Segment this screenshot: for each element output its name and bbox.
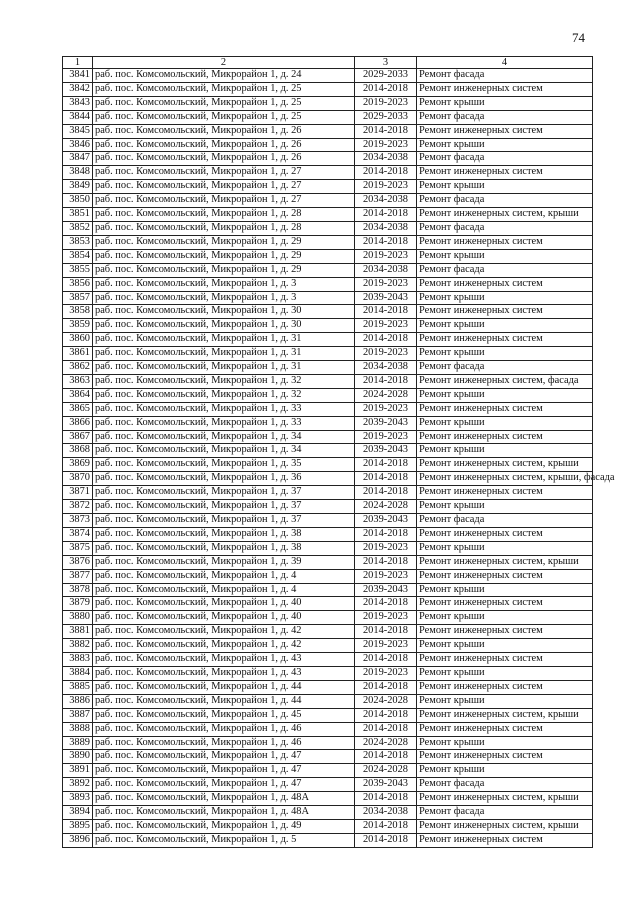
period-cell: 2034-2038 — [355, 263, 417, 277]
address-cell: раб. пос. Комсомольский, Микрорайон 1, д. 25 — [93, 96, 355, 110]
period-cell: 2014-2018 — [355, 819, 417, 833]
row-number-cell: 3867 — [63, 430, 93, 444]
address-cell: раб. пос. Комсомольский, Микрорайон 1, д. 4 — [93, 569, 355, 583]
table-row — [63, 611, 593, 625]
period-cell: 2014-2018 — [355, 305, 417, 319]
address-cell: раб. пос. Комсомольский, Микрорайон 1, д. 27 — [93, 194, 355, 208]
row-number-cell: 3853 — [63, 235, 93, 249]
row-number-cell: 3893 — [63, 792, 93, 806]
address-cell: раб. пос. Комсомольский, Микрорайон 1, д. 36 — [93, 472, 355, 486]
period-cell: 2019-2023 — [355, 541, 417, 555]
row-number-cell: 3844 — [63, 110, 93, 124]
period-cell: 2014-2018 — [355, 458, 417, 472]
address-cell: раб. пос. Комсомольский, Микрорайон 1, д. 34 — [93, 444, 355, 458]
address-cell: раб. пос. Комсомольский, Микрорайон 1, д. 37 — [93, 486, 355, 500]
row-number-cell: 3863 — [63, 374, 93, 388]
address-cell: раб. пос. Комсомольский, Микрорайон 1, д. 29 — [93, 249, 355, 263]
row-number-cell: 3851 — [63, 208, 93, 222]
period-cell: 2019-2023 — [355, 347, 417, 361]
table-row — [63, 750, 593, 764]
work-type-cell: Ремонт инженерных систем — [417, 333, 593, 347]
row-number-cell: 3896 — [63, 833, 93, 847]
table-row — [63, 708, 593, 722]
address-cell: раб. пос. Комсомольский, Микрорайон 1, д. 4 — [93, 583, 355, 597]
period-cell: 2019-2023 — [355, 402, 417, 416]
address-cell: раб. пос. Комсомольский, Микрорайон 1, д. 25 — [93, 82, 355, 96]
table-row — [63, 819, 593, 833]
work-type-cell: Ремонт крыши — [417, 694, 593, 708]
period-cell: 2014-2018 — [355, 208, 417, 222]
row-number-cell: 3860 — [63, 333, 93, 347]
table-row — [63, 194, 593, 208]
row-number-cell: 3877 — [63, 569, 93, 583]
work-type-cell: Ремонт фасада — [417, 194, 593, 208]
row-number-cell: 3889 — [63, 736, 93, 750]
address-cell: раб. пос. Комсомольский, Микрорайон 1, д. 39 — [93, 555, 355, 569]
period-cell: 2039-2043 — [355, 291, 417, 305]
work-type-cell: Ремонт инженерных систем — [417, 82, 593, 96]
period-cell: 2014-2018 — [355, 722, 417, 736]
address-cell: раб. пос. Комсомольский, Микрорайон 1, д. 30 — [93, 319, 355, 333]
period-cell: 2019-2023 — [355, 96, 417, 110]
table-row — [63, 124, 593, 138]
address-cell: раб. пос. Комсомольский, Микрорайон 1, д. 28 — [93, 208, 355, 222]
table-row — [63, 138, 593, 152]
row-number-cell: 3890 — [63, 750, 93, 764]
period-cell: 2019-2023 — [355, 569, 417, 583]
table-row — [63, 722, 593, 736]
row-number-cell: 3868 — [63, 444, 93, 458]
period-cell: 2019-2023 — [355, 180, 417, 194]
column-header-period: 3 — [355, 57, 417, 69]
work-type-cell: Ремонт крыши — [417, 541, 593, 555]
period-cell: 2014-2018 — [355, 708, 417, 722]
period-cell: 2029-2033 — [355, 69, 417, 83]
row-number-cell: 3895 — [63, 819, 93, 833]
row-number-cell: 3856 — [63, 277, 93, 291]
work-type-cell: Ремонт инженерных систем, крыши — [417, 792, 593, 806]
row-number-cell: 3850 — [63, 194, 93, 208]
work-type-cell: Ремонт крыши — [417, 736, 593, 750]
address-cell: раб. пос. Комсомольский, Микрорайон 1, д. 24 — [93, 69, 355, 83]
work-type-cell: Ремонт крыши — [417, 96, 593, 110]
work-type-cell: Ремонт фасада — [417, 778, 593, 792]
period-cell: 2034-2038 — [355, 806, 417, 820]
table-row — [63, 249, 593, 263]
table-row — [63, 666, 593, 680]
table-row — [63, 402, 593, 416]
table-row — [63, 361, 593, 375]
work-type-cell: Ремонт инженерных систем — [417, 653, 593, 667]
row-number-cell: 3887 — [63, 708, 93, 722]
work-type-cell: Ремонт крыши — [417, 666, 593, 680]
address-cell: раб. пос. Комсомольский, Микрорайон 1, д. 49 — [93, 819, 355, 833]
row-number-cell: 3869 — [63, 458, 93, 472]
period-cell: 2019-2023 — [355, 611, 417, 625]
address-cell: раб. пос. Комсомольский, Микрорайон 1, д. 32 — [93, 388, 355, 402]
address-cell: раб. пос. Комсомольский, Микрорайон 1, д. 42 — [93, 625, 355, 639]
work-type-cell: Ремонт крыши — [417, 639, 593, 653]
work-type-cell: Ремонт инженерных систем — [417, 833, 593, 847]
table-row — [63, 291, 593, 305]
period-cell: 2019-2023 — [355, 138, 417, 152]
table-row — [63, 500, 593, 514]
address-cell: раб. пос. Комсомольский, Микрорайон 1, д. 29 — [93, 263, 355, 277]
address-cell: раб. пос. Комсомольский, Микрорайон 1, д. 47 — [93, 750, 355, 764]
column-header-number: 1 — [63, 57, 93, 69]
period-cell: 2019-2023 — [355, 319, 417, 333]
address-cell: раб. пос. Комсомольский, Микрорайон 1, д. 35 — [93, 458, 355, 472]
work-type-cell: Ремонт фасада — [417, 361, 593, 375]
table-row — [63, 430, 593, 444]
period-cell: 2034-2038 — [355, 361, 417, 375]
work-type-cell: Ремонт инженерных систем — [417, 527, 593, 541]
row-number-cell: 3870 — [63, 472, 93, 486]
period-cell: 2039-2043 — [355, 444, 417, 458]
table-row — [63, 653, 593, 667]
work-type-cell: Ремонт крыши — [417, 764, 593, 778]
period-cell: 2014-2018 — [355, 166, 417, 180]
table-row — [63, 277, 593, 291]
row-number-cell: 3858 — [63, 305, 93, 319]
table-row — [63, 625, 593, 639]
table-row — [63, 458, 593, 472]
period-cell: 2019-2023 — [355, 249, 417, 263]
row-number-cell: 3864 — [63, 388, 93, 402]
table-row — [63, 541, 593, 555]
table-row — [63, 569, 593, 583]
table-row — [63, 555, 593, 569]
work-type-cell: Ремонт фасада — [417, 263, 593, 277]
address-cell: раб. пос. Комсомольский, Микрорайон 1, д. 48А — [93, 806, 355, 820]
table-row — [63, 778, 593, 792]
work-type-cell: Ремонт инженерных систем — [417, 750, 593, 764]
row-number-cell: 3849 — [63, 180, 93, 194]
column-header-work-type: 4 — [417, 57, 593, 69]
table-row — [63, 152, 593, 166]
row-number-cell: 3873 — [63, 514, 93, 528]
work-type-cell: Ремонт инженерных систем — [417, 680, 593, 694]
table-row — [63, 69, 593, 83]
address-cell: раб. пос. Комсомольский, Микрорайон 1, д. 5 — [93, 833, 355, 847]
row-number-cell: 3881 — [63, 625, 93, 639]
period-cell: 2019-2023 — [355, 666, 417, 680]
period-cell: 2014-2018 — [355, 333, 417, 347]
row-number-cell: 3845 — [63, 124, 93, 138]
table-row — [63, 444, 593, 458]
period-cell: 2024-2028 — [355, 736, 417, 750]
work-type-cell: Ремонт крыши — [417, 388, 593, 402]
row-number-cell: 3894 — [63, 806, 93, 820]
row-number-cell: 3852 — [63, 221, 93, 235]
work-type-cell: Ремонт инженерных систем — [417, 722, 593, 736]
page-number: 74 — [572, 30, 585, 45]
row-number-cell: 3875 — [63, 541, 93, 555]
period-cell: 2014-2018 — [355, 833, 417, 847]
table-row — [63, 166, 593, 180]
row-number-cell: 3878 — [63, 583, 93, 597]
table-row — [63, 583, 593, 597]
period-cell: 2024-2028 — [355, 694, 417, 708]
work-type-cell: Ремонт инженерных систем — [417, 402, 593, 416]
work-type-cell: Ремонт крыши — [417, 138, 593, 152]
address-cell: раб. пос. Комсомольский, Микрорайон 1, д. 38 — [93, 527, 355, 541]
work-type-cell: Ремонт крыши — [417, 347, 593, 361]
row-number-cell: 3854 — [63, 249, 93, 263]
address-cell: раб. пос. Комсомольский, Микрорайон 1, д. 46 — [93, 722, 355, 736]
work-type-cell: Ремонт крыши — [417, 611, 593, 625]
address-cell: раб. пос. Комсомольский, Микрорайон 1, д. 43 — [93, 653, 355, 667]
address-cell: раб. пос. Комсомольский, Микрорайон 1, д. 26 — [93, 152, 355, 166]
period-cell: 2019-2023 — [355, 277, 417, 291]
period-cell: 2014-2018 — [355, 653, 417, 667]
work-type-cell: Ремонт крыши — [417, 444, 593, 458]
row-number-cell: 3880 — [63, 611, 93, 625]
table-row — [63, 486, 593, 500]
work-type-cell: Ремонт инженерных систем — [417, 569, 593, 583]
table-row — [63, 833, 593, 847]
period-cell: 2034-2038 — [355, 152, 417, 166]
table-row — [63, 96, 593, 110]
row-number-cell: 3859 — [63, 319, 93, 333]
address-cell: раб. пос. Комсомольский, Микрорайон 1, д. 40 — [93, 597, 355, 611]
table-row — [63, 208, 593, 222]
period-cell: 2014-2018 — [355, 555, 417, 569]
table-row — [63, 792, 593, 806]
address-cell: раб. пос. Комсомольский, Микрорайон 1, д. 44 — [93, 694, 355, 708]
work-type-cell: Ремонт фасада — [417, 152, 593, 166]
row-number-cell: 3883 — [63, 653, 93, 667]
table-row — [63, 764, 593, 778]
address-cell: раб. пос. Комсомольский, Микрорайон 1, д. 34 — [93, 430, 355, 444]
table-row — [63, 235, 593, 249]
period-cell: 2024-2028 — [355, 388, 417, 402]
address-cell: раб. пос. Комсомольский, Микрорайон 1, д. 44 — [93, 680, 355, 694]
row-number-cell: 3861 — [63, 347, 93, 361]
address-cell: раб. пос. Комсомольский, Микрорайон 1, д. 28 — [93, 221, 355, 235]
table-row — [63, 694, 593, 708]
work-type-cell: Ремонт инженерных систем — [417, 235, 593, 249]
address-cell: раб. пос. Комсомольский, Микрорайон 1, д. 38 — [93, 541, 355, 555]
row-number-cell: 3846 — [63, 138, 93, 152]
address-cell: раб. пос. Комсомольский, Микрорайон 1, д. 47 — [93, 778, 355, 792]
period-cell: 2029-2033 — [355, 110, 417, 124]
period-cell: 2014-2018 — [355, 750, 417, 764]
work-type-cell: Ремонт инженерных систем — [417, 305, 593, 319]
table-row — [63, 806, 593, 820]
address-cell: раб. пос. Комсомольский, Микрорайон 1, д. 31 — [93, 361, 355, 375]
address-cell: раб. пос. Комсомольский, Микрорайон 1, д. 27 — [93, 180, 355, 194]
work-type-cell: Ремонт фасада — [417, 806, 593, 820]
work-type-cell: Ремонт крыши — [417, 291, 593, 305]
table-row — [63, 527, 593, 541]
row-number-cell: 3857 — [63, 291, 93, 305]
address-cell: раб. пос. Комсомольский, Микрорайон 1, д. 26 — [93, 138, 355, 152]
work-type-cell: Ремонт инженерных систем — [417, 124, 593, 138]
row-number-cell: 3841 — [63, 69, 93, 83]
work-type-cell: Ремонт фасада — [417, 110, 593, 124]
row-number-cell: 3886 — [63, 694, 93, 708]
table-row — [63, 514, 593, 528]
address-cell: раб. пос. Комсомольский, Микрорайон 1, д. 3 — [93, 277, 355, 291]
address-cell: раб. пос. Комсомольский, Микрорайон 1, д. 33 — [93, 416, 355, 430]
period-cell: 2014-2018 — [355, 625, 417, 639]
work-type-cell: Ремонт инженерных систем, фасада — [417, 374, 593, 388]
address-cell: раб. пос. Комсомольский, Микрорайон 1, д. 31 — [93, 333, 355, 347]
address-cell: раб. пос. Комсомольский, Микрорайон 1, д. 33 — [93, 402, 355, 416]
row-number-cell: 3855 — [63, 263, 93, 277]
address-cell: раб. пос. Комсомольский, Микрорайон 1, д. 30 — [93, 305, 355, 319]
address-cell: раб. пос. Комсомольский, Микрорайон 1, д. 47 — [93, 764, 355, 778]
period-cell: 2014-2018 — [355, 124, 417, 138]
row-number-cell: 3847 — [63, 152, 93, 166]
work-type-cell: Ремонт крыши — [417, 416, 593, 430]
work-type-cell: Ремонт фасада — [417, 514, 593, 528]
period-cell: 2014-2018 — [355, 792, 417, 806]
period-cell: 2039-2043 — [355, 514, 417, 528]
table-row — [63, 319, 593, 333]
row-number-cell: 3866 — [63, 416, 93, 430]
address-cell: раб. пос. Комсомольский, Микрорайон 1, д. 40 — [93, 611, 355, 625]
period-cell: 2014-2018 — [355, 486, 417, 500]
period-cell: 2014-2018 — [355, 527, 417, 541]
address-cell: раб. пос. Комсомольский, Микрорайон 1, д. 37 — [93, 500, 355, 514]
address-cell: раб. пос. Комсомольский, Микрорайон 1, д. 46 — [93, 736, 355, 750]
address-cell: раб. пос. Комсомольский, Микрорайон 1, д. 31 — [93, 347, 355, 361]
period-cell: 2019-2023 — [355, 430, 417, 444]
table-row — [63, 263, 593, 277]
table-row — [63, 82, 593, 96]
work-type-cell: Ремонт инженерных систем — [417, 625, 593, 639]
address-cell: раб. пос. Комсомольский, Микрорайон 1, д. 26 — [93, 124, 355, 138]
row-number-cell: 3892 — [63, 778, 93, 792]
work-type-cell: Ремонт фасада — [417, 69, 593, 83]
period-cell: 2019-2023 — [355, 639, 417, 653]
address-cell: раб. пос. Комсомольский, Микрорайон 1, д. 3 — [93, 291, 355, 305]
work-type-cell: Ремонт инженерных систем, крыши — [417, 555, 593, 569]
row-number-cell: 3865 — [63, 402, 93, 416]
row-number-cell: 3882 — [63, 639, 93, 653]
address-cell: раб. пос. Комсомольский, Микрорайон 1, д. 27 — [93, 166, 355, 180]
work-type-cell: Ремонт инженерных систем, крыши — [417, 708, 593, 722]
period-cell: 2014-2018 — [355, 374, 417, 388]
work-type-cell: Ремонт инженерных систем — [417, 486, 593, 500]
work-type-cell: Ремонт инженерных систем — [417, 430, 593, 444]
period-cell: 2014-2018 — [355, 82, 417, 96]
address-cell: раб. пос. Комсомольский, Микрорайон 1, д. 43 — [93, 666, 355, 680]
work-type-cell: Ремонт инженерных систем — [417, 277, 593, 291]
table-row — [63, 305, 593, 319]
period-cell: 2014-2018 — [355, 597, 417, 611]
address-cell: раб. пос. Комсомольский, Микрорайон 1, д. 29 — [93, 235, 355, 249]
period-cell: 2014-2018 — [355, 235, 417, 249]
period-cell: 2024-2028 — [355, 500, 417, 514]
table-row — [63, 472, 593, 486]
row-number-cell: 3871 — [63, 486, 93, 500]
table-body — [63, 69, 615, 848]
column-header-address: 2 — [93, 57, 355, 69]
period-cell: 2039-2043 — [355, 778, 417, 792]
work-type-cell: Ремонт крыши — [417, 319, 593, 333]
table-row — [63, 680, 593, 694]
row-number-cell: 3872 — [63, 500, 93, 514]
period-cell: 2014-2018 — [355, 680, 417, 694]
table-row — [63, 639, 593, 653]
address-cell: раб. пос. Комсомольский, Микрорайон 1, д. 45 — [93, 708, 355, 722]
table-row — [63, 110, 593, 124]
row-number-cell: 3842 — [63, 82, 93, 96]
row-number-cell: 3884 — [63, 666, 93, 680]
address-cell: раб. пос. Комсомольский, Микрорайон 1, д. 37 — [93, 514, 355, 528]
address-cell: раб. пос. Комсомольский, Микрорайон 1, д. 25 — [93, 110, 355, 124]
table-header-row — [63, 57, 593, 69]
row-number-cell: 3876 — [63, 555, 93, 569]
row-number-cell: 3848 — [63, 166, 93, 180]
work-type-cell: Ремонт крыши — [417, 583, 593, 597]
work-type-cell: Ремонт крыши — [417, 180, 593, 194]
table-row — [63, 736, 593, 750]
row-number-cell: 3891 — [63, 764, 93, 778]
row-number-cell: 3862 — [63, 361, 93, 375]
work-type-cell: Ремонт крыши — [417, 500, 593, 514]
period-cell: 2034-2038 — [355, 221, 417, 235]
table-row — [63, 388, 593, 402]
row-number-cell: 3879 — [63, 597, 93, 611]
row-number-cell: 3843 — [63, 96, 93, 110]
period-cell: 2034-2038 — [355, 194, 417, 208]
repair-schedule-table — [62, 56, 615, 848]
address-cell: раб. пос. Комсомольский, Микрорайон 1, д. 42 — [93, 639, 355, 653]
work-type-cell: Ремонт инженерных систем, крыши — [417, 458, 593, 472]
table-row — [63, 416, 593, 430]
work-type-cell: Ремонт крыши — [417, 249, 593, 263]
address-cell: раб. пос. Комсомольский, Микрорайон 1, д. 32 — [93, 374, 355, 388]
work-type-cell: Ремонт инженерных систем, крыши, фасада — [417, 472, 593, 486]
period-cell: 2039-2043 — [355, 416, 417, 430]
period-cell: 2039-2043 — [355, 583, 417, 597]
table-row — [63, 347, 593, 361]
table-row — [63, 180, 593, 194]
row-number-cell: 3888 — [63, 722, 93, 736]
row-number-cell: 3885 — [63, 680, 93, 694]
period-cell: 2024-2028 — [355, 764, 417, 778]
period-cell: 2014-2018 — [355, 472, 417, 486]
table-row — [63, 597, 593, 611]
work-type-cell: Ремонт инженерных систем — [417, 166, 593, 180]
work-type-cell: Ремонт инженерных систем, крыши — [417, 819, 593, 833]
work-type-cell: Ремонт инженерных систем, крыши — [417, 208, 593, 222]
table-row — [63, 333, 593, 347]
work-type-cell: Ремонт фасада — [417, 221, 593, 235]
row-number-cell: 3874 — [63, 527, 93, 541]
work-type-cell: Ремонт инженерных систем — [417, 597, 593, 611]
table-row — [63, 221, 593, 235]
address-cell: раб. пос. Комсомольский, Микрорайон 1, д. 48А — [93, 792, 355, 806]
table-row — [63, 374, 593, 388]
